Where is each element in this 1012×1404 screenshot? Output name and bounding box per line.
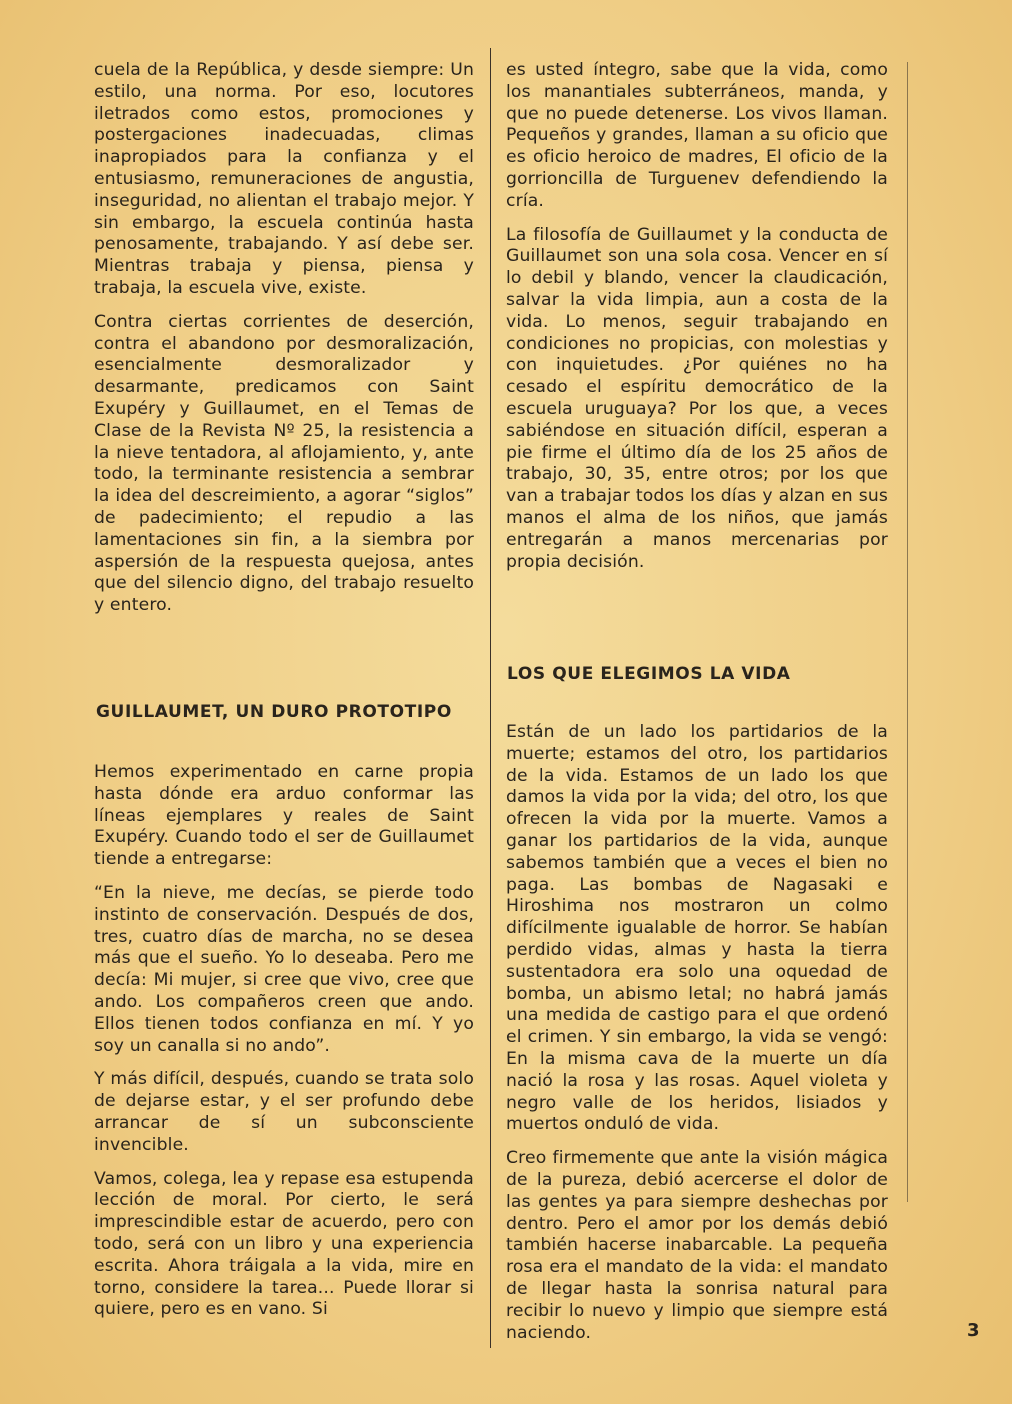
paragraph: es usted íntegro, sabe que la vida, como los manantiales subterráneos, manda, y que no puede detenerse. Los vivos llaman. Pequeños y grandes, llaman a su oficio que es oficio heroico de madres, El oficio de la gorrioncilla de Turguenev defendiendo la cría. xyxy=(506,60,888,211)
paragraph: La filosofía de Guillaumet y la conducta de Guillaumet son una sola cosa. Vencer en sí lo debil y blando, vencer la claudicación, salvar la vida limpia, aun a costa de la vida. Lo menos, seguir trabajando en condiciones no propicias, con molestias y con inquietudes. ¿Por quiénes no ha cesado el espíritu democrático de la escuela uruguaya? Por los que, a veces sabiéndose en situación difícil, esperan a pie firme el último día de los 25 años de trabajo, 30, 35, entre otros; por los que van a trabajar todos los días y alzan en sus manos el alma de los niños, que jamás entregarán a manos mercenarias por propia decisión. xyxy=(506,224,888,572)
column-divider xyxy=(490,48,491,1348)
paragraph: cuela de la República, y desde siempre: Un estilo, una norma. Por eso, locutores iletrados como estos, promociones y postergaciones inadecuadas, climas inapropiados para la confianza y el entusiasmo, remuneraciones de angustia, inseguridad, no alientan el trabajo mejor. Y sin embargo, la escuela continúa hasta penosamente, trabajando. Y así debe ser. Mientras trabaja y piensa, piensa y trabaja, la escuela vive, existe. xyxy=(94,60,474,298)
paragraph: Hemos experimentado en carne propia hasta dónde era arduo conformar las líneas ejemplares y reales de Saint Exupéry. Cuando todo el ser de Guillaumet tiende a entregarse: xyxy=(94,762,474,870)
paragraph: Contra ciertas corrientes de deserción, contra el abandono por desmoralización, esencialmente desmoralizador y desarmante, predicamos con Saint Exupéry y Guillaumet, en el Temas de Clase de la Revista Nº 25, la resistencia a la nieve tentadora, al aflojamiento, y, ante todo, la terminante resistencia a sembrar la idea del descreimiento, a agorar “siglos” de padecimiento; el repudio a las lamentaciones sin fin, a la siembra por aspersión de la respuesta quejosa, antes que del silencio digno, del trabajo resuelto y entero. xyxy=(94,311,474,616)
right-column-bottom xyxy=(506,722,888,1356)
paragraph: Y más difícil, después, cuando se trata solo de dejarse estar, y el ser profundo debe arrancar de sí un subconsciente invencible. xyxy=(94,1069,474,1155)
left-column-top xyxy=(94,60,474,629)
page-number: 3 xyxy=(967,1320,980,1341)
left-column-bottom xyxy=(94,762,474,1333)
section-heading-vida: LOS QUE ELEGIMOS LA VIDA xyxy=(507,664,791,684)
right-margin-rule xyxy=(907,62,908,1202)
paragraph: Vamos, colega, lea y repase esa estupenda lección de moral. Por cierto, le será imprescindible estar de acuerdo, pero con todo, será con un libro y una experiencia escrita. Ahora tráigala a la vida, mire en torno, considere la tarea... Puede llorar si quiere, pero es en vano. Si xyxy=(94,1168,474,1320)
right-column-top xyxy=(506,60,888,585)
section-heading-guillaumet: GUILLAUMET, UN DURO PROTOTIPO xyxy=(96,702,452,722)
paragraph: Están de un lado los partidarios de la muerte; estamos del otro, los partidarios de la vida. Estamos de un lado los que damos la vida por la vida; del otro, los que ofrecen la vida por la muerte. Vamos a ganar los partidarios de la vida, aunque sabemos también que a veces el bien no paga. Las bombas de Nagasaki e Hiroshima nos mostraron un colmo difícilmente igualable de horror. Se habían perdido vidas, almas y hasta la tierra sustentadora era solo una oquedad de bomba, un abismo letal; no habrá jamás una medida de castigo para el que ordenó el crimen. Y sin embargo, la vida se vengó: En la misma cava de la muerte un día nació la rosa y las rosas. Aquel violeta y negro valle de los heridos, lisiados y muertos onduló de vida. xyxy=(506,722,888,1135)
paragraph: Creo firmemente que ante la visión mágica de la pureza, debió acercerse el dolor de las gentes ya para siempre deshechas por dentro. Pero el amor por los demás debió también hacerse inabarcable. La pequeña rosa era el mandato de la vida: el mandato de llegar hasta la sonrisa natural para recibir lo nuevo y limpio que siempre está naciendo. xyxy=(506,1148,888,1343)
quote-paragraph: “En la nieve, me decías, se pierde todo instinto de conservación. Después de dos, tres, cuatro días de marcha, no se desea más que el sueño. Yo lo deseaba. Pero me decía: Mi mujer, si cree que vivo, cree que ando. Los compañeros creen que ando. Ellos tienen todos confianza en mí. Y yo soy un canalla si no ando”. xyxy=(94,882,474,1056)
